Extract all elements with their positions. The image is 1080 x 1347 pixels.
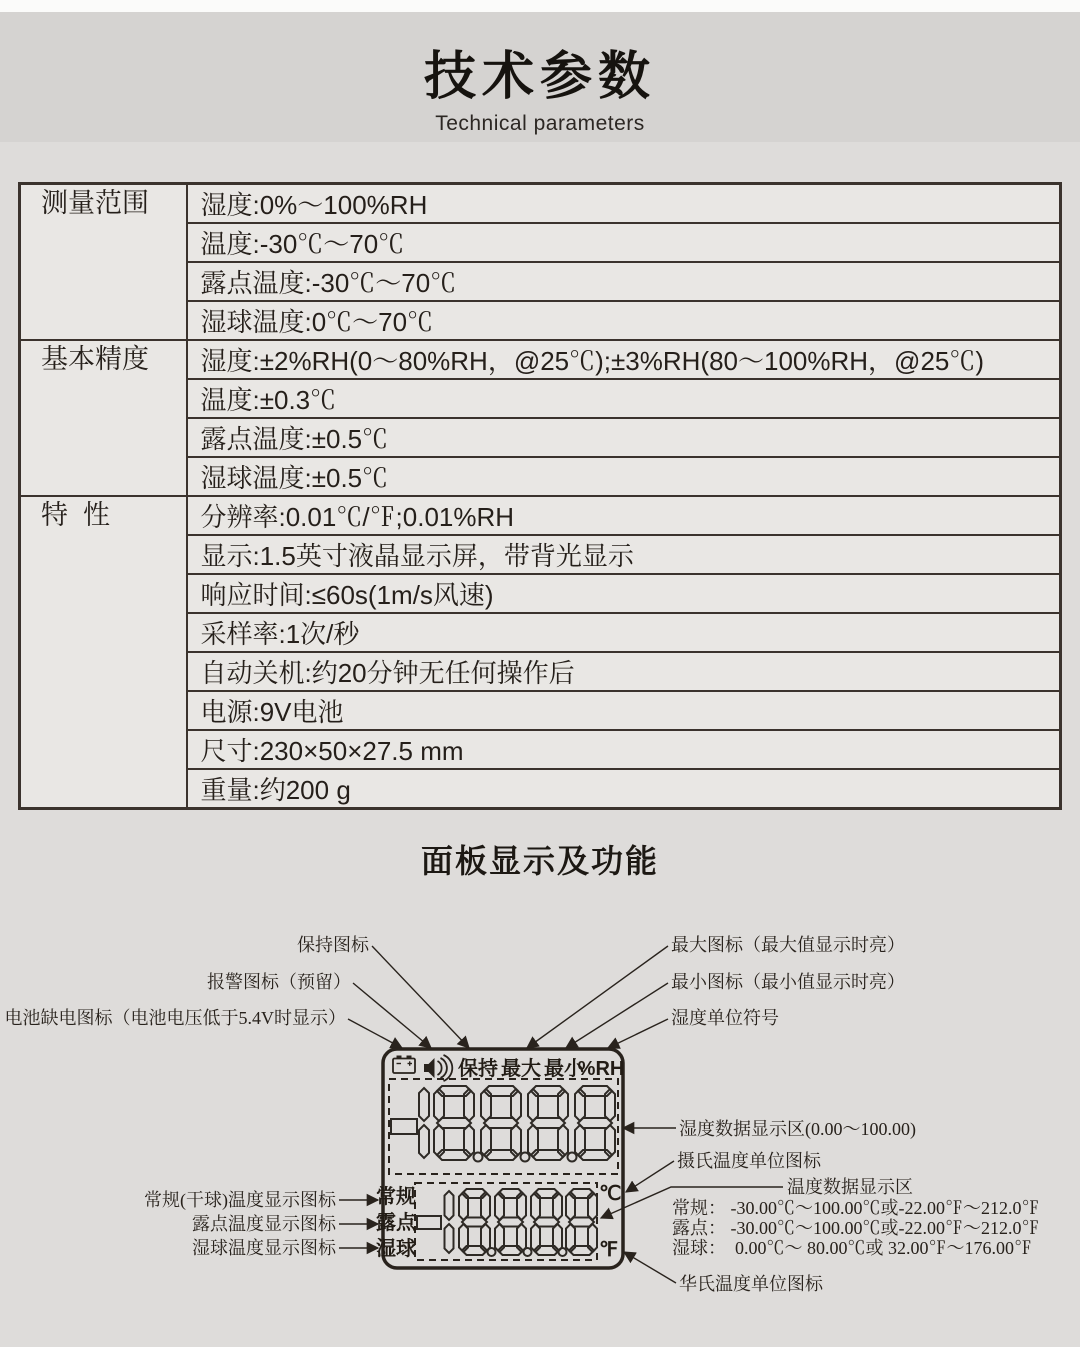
lcd-fahrenheit-unit: ℉	[599, 1239, 619, 1261]
section-title-panel-display: 面板显示及功能	[420, 843, 659, 879]
callout-humidity-unit: 湿度单位符号	[671, 1008, 779, 1028]
spec-row-dewpoint-accuracy: 露点温度:±0.5℃	[187, 418, 1061, 457]
spec-row-temperature-accuracy: 温度:±0.3℃	[187, 379, 1061, 418]
spec-row-dewpoint-range: 露点温度:-30℃～70℃	[187, 262, 1061, 301]
group-label-measurement-range: 测量范围	[20, 184, 187, 341]
leader-alarm	[353, 983, 431, 1048]
group-label-features: 特 性	[20, 496, 187, 809]
leader-rh-unit	[608, 1019, 668, 1048]
callout-wet-icon: 湿球温度显示图标	[192, 1238, 336, 1258]
temp-range-normal: 常规： -30.00℃～100.00℃或-22.00℉～212.0℉	[672, 1198, 1040, 1218]
spec-row-temperature-range: 温度:-30℃～70℃	[187, 223, 1061, 262]
table-row	[20, 340, 1061, 379]
spec-row-auto-off: 自动关机:约20分钟无任何操作后	[187, 652, 1061, 691]
page-title: 技术参数	[423, 48, 656, 106]
leader-battery	[348, 1019, 402, 1048]
title-band	[0, 12, 1080, 142]
lcd-wet-label: 湿球	[376, 1238, 416, 1260]
lcd-dew-label: 露点	[376, 1212, 416, 1234]
temp-range-wet: 湿球： 0.00℃～ 80.00℃或 32.00℉～176.00℉	[672, 1238, 1032, 1258]
lcd-max-label: 最大	[501, 1058, 541, 1080]
spec-row-humidity-range: 湿度:0%～100%RH	[187, 184, 1061, 224]
table-row	[20, 496, 1061, 535]
spec-table	[18, 182, 1062, 810]
spec-row-resolution: 分辨率:0.01℃/℉;0.01%RH	[187, 496, 1061, 535]
spec-row-power: 电源:9V电池	[187, 691, 1061, 730]
lcd-min-label: 最小	[544, 1058, 584, 1080]
callout-temp-area: 温度数据显示区	[787, 1177, 913, 1197]
page-subtitle: Technical parameters	[435, 112, 645, 135]
lcd-normal-label: 常规	[376, 1186, 416, 1208]
spec-row-dimensions: 尺寸:230×50×27.5 mm	[187, 730, 1061, 769]
spec-row-weight: 重量:约200 g	[187, 769, 1061, 809]
spec-row-sampling-rate: 采样率:1次/秒	[187, 613, 1061, 652]
leader-celsius-unit	[626, 1161, 674, 1192]
callout-dew-icon: 露点温度显示图标	[192, 1214, 336, 1234]
seven-segment-digits	[391, 1086, 615, 1256]
temp-range-dew: 露点： -30.00℃～100.00℃或-22.00℉～212.0℉	[672, 1218, 1040, 1238]
callout-hold: 保持图标	[297, 935, 369, 955]
lcd-rh-unit-label: %RH	[577, 1058, 625, 1080]
battery-icon	[393, 1056, 415, 1074]
spec-row-wetbulb-accuracy: 湿球温度:±0.5℃	[187, 457, 1061, 496]
spec-row-display: 显示:1.5英寸液晶显示屏，带背光显示	[187, 535, 1061, 574]
panel-display-diagram	[0, 900, 1080, 1347]
callout-battery: 电池缺电图标（电池电压低于5.4V时显示）	[4, 1008, 346, 1028]
spec-row-wetbulb-range: 湿球温度:0℃～70℃	[187, 301, 1061, 340]
callout-min: 最小图标（最小值显示时亮）	[671, 972, 905, 992]
top-strip	[0, 0, 1080, 12]
spec-row-humidity-accuracy: 湿度:±2%RH(0～80%RH，@25℃);±3%RH(80～100%RH，@25℃)	[187, 340, 1061, 379]
leader-fahrenheit-unit	[624, 1252, 676, 1283]
group-label-basic-accuracy: 基本精度	[20, 340, 187, 496]
table-row	[20, 184, 1061, 224]
lcd-hold-label: 保持	[458, 1058, 498, 1080]
callout-fahrenheit-unit: 华氏温度单位图标	[679, 1274, 823, 1294]
callout-celsius-unit: 摄氏温度单位图标	[677, 1151, 821, 1171]
spec-row-response-time: 响应时间:≤60s(1m/s风速)	[187, 574, 1061, 613]
callout-normal-icon: 常规(干球)温度显示图标	[144, 1190, 336, 1210]
speaker-icon	[424, 1055, 452, 1081]
leader-min	[566, 983, 668, 1048]
lcd-panel	[376, 1049, 624, 1268]
leader-hold	[372, 946, 469, 1048]
callout-alarm: 报警图标（预留）	[207, 972, 351, 992]
callout-max: 最大图标（最大值显示时亮）	[671, 935, 905, 955]
lcd-celsius-unit: ℃	[599, 1183, 622, 1205]
callout-humidity-area: 湿度数据显示区(0.00～100.00)	[679, 1119, 916, 1139]
